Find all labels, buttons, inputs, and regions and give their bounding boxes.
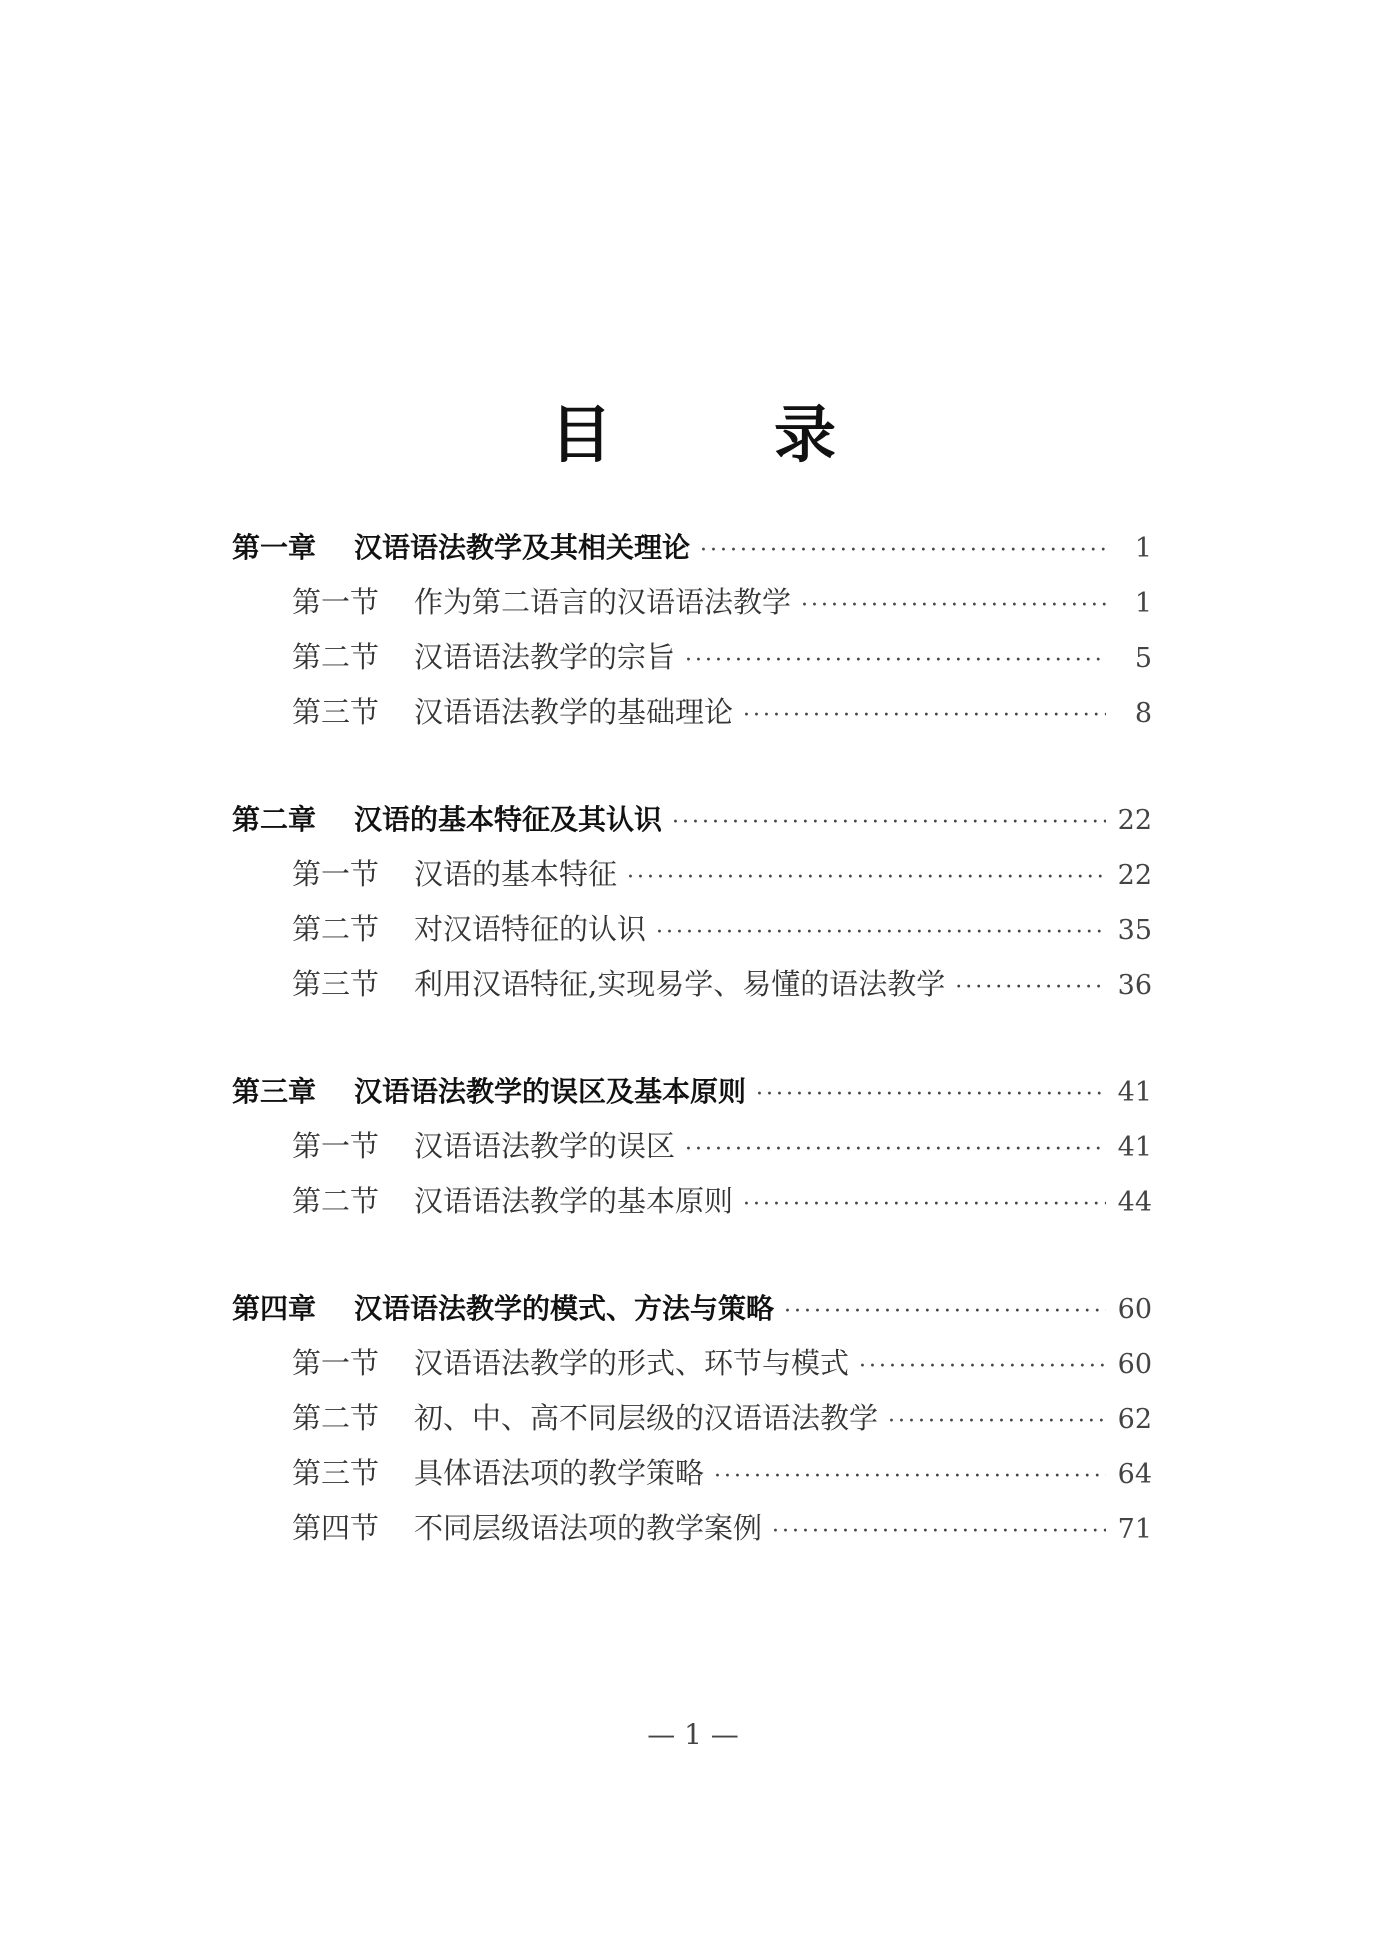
page-title: 目 录	[549, 398, 886, 471]
section-number: 第四节	[292, 1511, 380, 1545]
chapter-title: 汉语的基本特征及其认识	[354, 803, 663, 836]
dot-leader	[685, 1122, 1106, 1177]
page-folio: — 1 —	[647, 1718, 739, 1751]
dot-leader	[888, 1394, 1106, 1449]
section-title: 汉语的基本特征	[414, 857, 618, 891]
dot-leader	[955, 960, 1106, 1015]
toc-section-entry[interactable]	[232, 685, 1152, 740]
section-title: 利用汉语特征,实现易学、易懂的语法教学	[414, 967, 946, 1001]
dot-leader	[801, 578, 1106, 633]
toc-chapter-1	[232, 520, 1152, 740]
page-number: 60	[1117, 1349, 1152, 1380]
dot-leader	[743, 688, 1106, 743]
page-number: 44	[1117, 1187, 1152, 1218]
toc-section-entry[interactable]	[232, 902, 1152, 957]
table-of-contents	[232, 520, 1152, 1608]
chapter-title: 汉语语法教学及其相关理论	[354, 531, 691, 564]
page-number: 1	[1134, 533, 1152, 564]
section-number: 第三节	[292, 967, 380, 1001]
chapter-title: 汉语语法教学的误区及基本原则	[354, 1075, 747, 1108]
toc-chapter-entry[interactable]	[232, 1281, 1152, 1336]
section-title: 初、中、高不同层级的汉语语法教学	[414, 1401, 879, 1435]
page-number: 8	[1134, 698, 1152, 729]
section-number: 第一节	[292, 857, 380, 891]
dot-leader	[714, 1449, 1106, 1504]
section-number: 第二节	[292, 912, 380, 946]
chapter-number: 第三章	[232, 1075, 317, 1108]
page-number: 1	[1134, 588, 1152, 619]
page-number: 5	[1134, 643, 1152, 674]
page-number: 71	[1117, 1514, 1152, 1545]
section-title: 对汉语特征的认识	[414, 912, 647, 946]
toc-chapter-4	[232, 1281, 1152, 1556]
section-number: 第二节	[292, 640, 380, 674]
toc-section-entry[interactable]	[232, 1174, 1152, 1229]
toc-chapter-entry[interactable]	[232, 792, 1152, 847]
toc-section-entry[interactable]	[232, 1336, 1152, 1391]
dot-leader	[743, 1177, 1106, 1232]
section-title: 汉语语法教学的误区	[414, 1129, 676, 1163]
section-title: 不同层级语法项的教学案例	[414, 1511, 763, 1545]
section-number: 第三节	[292, 695, 380, 729]
page-number: 22	[1117, 805, 1152, 836]
page-number: 41	[1117, 1132, 1152, 1163]
page-number: 22	[1117, 860, 1152, 891]
dot-leader	[700, 523, 1106, 578]
dot-leader	[784, 1284, 1106, 1339]
page-number: 60	[1117, 1294, 1152, 1325]
section-number: 第一节	[292, 585, 380, 619]
section-title: 汉语语法教学的基本原则	[414, 1184, 734, 1218]
dot-leader	[685, 633, 1106, 688]
toc-section-entry[interactable]	[232, 1446, 1152, 1501]
toc-chapter-entry[interactable]	[232, 1064, 1152, 1119]
section-title: 具体语法项的教学策略	[414, 1456, 705, 1490]
page-number: 62	[1117, 1404, 1152, 1435]
section-number: 第二节	[292, 1401, 380, 1435]
toc-chapter-entry[interactable]	[232, 520, 1152, 575]
section-number: 第一节	[292, 1346, 380, 1380]
toc-section-entry[interactable]	[232, 957, 1152, 1012]
chapter-title: 汉语语法教学的模式、方法与策略	[354, 1292, 775, 1325]
dot-leader	[756, 1067, 1106, 1122]
toc-section-entry[interactable]	[232, 630, 1152, 685]
page-number: 36	[1117, 970, 1152, 1001]
dot-leader	[859, 1339, 1106, 1394]
chapter-number: 第二章	[232, 803, 317, 836]
section-number: 第三节	[292, 1456, 380, 1490]
page-number: 35	[1117, 915, 1152, 946]
page-number: 64	[1117, 1459, 1152, 1490]
page-number: 41	[1117, 1077, 1152, 1108]
dot-leader	[772, 1504, 1106, 1559]
section-title: 汉语语法教学的基础理论	[414, 695, 734, 729]
dot-leader	[656, 905, 1106, 960]
toc-chapter-2	[232, 792, 1152, 1012]
toc-section-entry[interactable]	[232, 847, 1152, 902]
section-title: 汉语语法教学的形式、环节与模式	[414, 1346, 850, 1380]
chapter-number: 第四章	[232, 1292, 317, 1325]
chapter-number: 第一章	[232, 531, 317, 564]
toc-section-entry[interactable]	[232, 1501, 1152, 1556]
section-number: 第一节	[292, 1129, 380, 1163]
toc-chapter-3	[232, 1064, 1152, 1229]
dot-leader	[627, 850, 1106, 905]
dot-leader	[672, 795, 1106, 850]
toc-section-entry[interactable]	[232, 1119, 1152, 1174]
section-title: 汉语语法教学的宗旨	[414, 640, 676, 674]
toc-section-entry[interactable]	[232, 1391, 1152, 1446]
toc-section-entry[interactable]	[232, 575, 1152, 630]
section-title: 作为第二语言的汉语语法教学	[414, 585, 792, 619]
section-number: 第二节	[292, 1184, 380, 1218]
